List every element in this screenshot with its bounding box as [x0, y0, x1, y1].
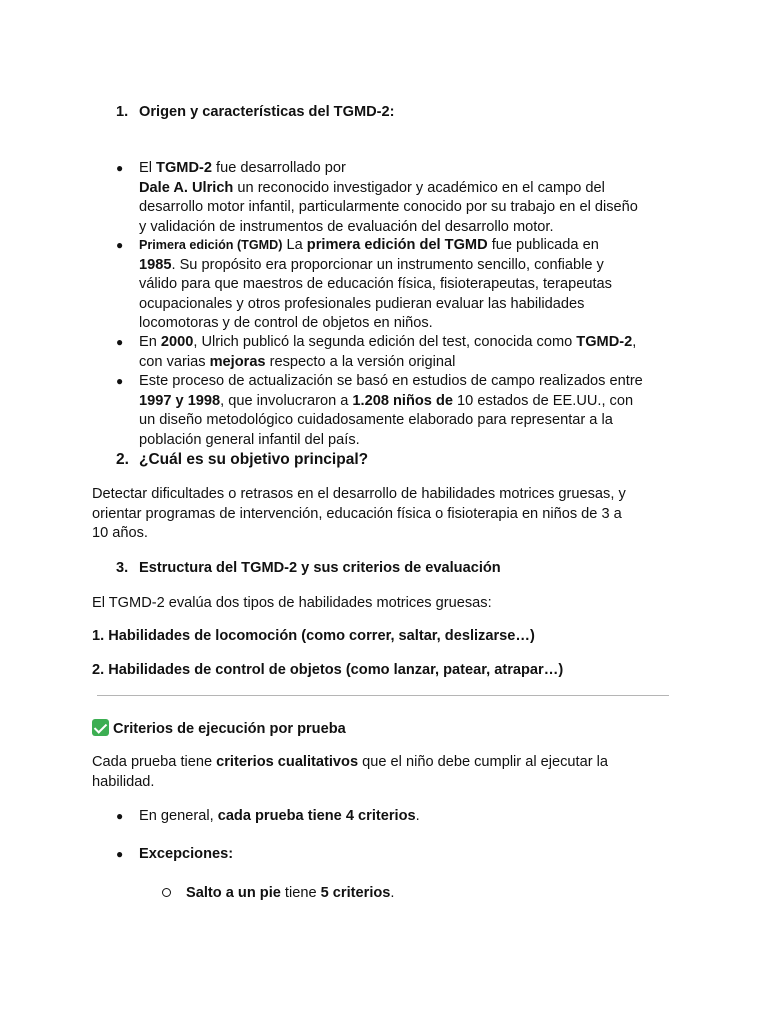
paragraph-line: orientar programas de intervención, educación física o fisioterapia en niños de 3 a — [92, 505, 622, 522]
bullet-text: válido para que maestros de educación física, fisioterapeutas, terapeutas — [139, 276, 612, 292]
section-title: Origen y características del TGMD-2: — [139, 104, 395, 120]
paragraph-line: 10 años. — [92, 525, 148, 541]
bullet-icon: ● — [116, 161, 124, 175]
bullet-icon: ● — [116, 847, 124, 861]
section-title: ¿Cuál es su objetivo principal? — [139, 451, 369, 468]
bullet-text: locomotoras y de control de objetos en niños. — [139, 315, 433, 331]
bullet-text: 1997 y 1998, que involucraron a 1.208 niños de 10 estados de EE.UU., con — [139, 392, 634, 409]
bullet-text: Primera edición (TGMD) La primera edición del TGMD fue publicada en — [139, 237, 599, 253]
bullet-text: El TGMD-2 fue desarrollado por — [139, 160, 346, 176]
paragraph-line: Cada prueba tiene criterios cualitativos que el niño debe cumplir al ejecutar la — [92, 754, 608, 770]
bullet-icon: ● — [116, 238, 124, 252]
section-number: 2. — [116, 451, 129, 468]
bullet-text: 1985. Su propósito era proporcionar un instrumento sencillo, confiable y — [139, 256, 604, 273]
paragraph-line: Detectar dificultades o retrasos en el desarrollo de habilidades motrices gruesas, y — [92, 486, 626, 502]
bullet-text: Dale A. Ulrich un reconocido investigador y académico en el campo del — [139, 179, 605, 196]
bullet-text: un diseño metodológico cuidadosamente elaborado para representar a la — [139, 412, 613, 428]
bullet-icon: ● — [116, 335, 124, 349]
bullet-text: y validación de instrumentos de evaluación del desarrollo motor. — [139, 218, 554, 235]
bullet-text: con varias mejoras respecto a la versión original — [139, 353, 456, 370]
list-item: 2. Habilidades de control de objetos (como lanzar, patear, atrapar…) — [92, 662, 564, 678]
bullet-text: Excepciones: — [139, 846, 234, 862]
bullet-text: ocupacionales y otros profesionales pudieran evaluar las habilidades — [139, 295, 585, 312]
bullet-icon: ● — [116, 809, 124, 823]
criterios-heading: Criterios de ejecución por prueba — [92, 719, 346, 740]
section-title: Estructura del TGMD-2 y sus criterios de evaluación — [139, 560, 501, 576]
bullet-text: En general, cada prueba tiene 4 criterios. — [139, 808, 420, 824]
section-number: 1. — [116, 104, 129, 120]
section-number: 3. — [116, 560, 129, 576]
bullet-text: Este proceso de actualización se basó en estudios de campo realizados entre — [139, 373, 643, 389]
paragraph-line: El TGMD-2 evalúa dos tipos de habilidades motrices gruesas: — [92, 595, 492, 611]
list-item: 1. Habilidades de locomoción (como correr, saltar, deslizarse…) — [92, 628, 535, 644]
sub-bullet-text: Salto a un pie tiene 5 criterios. — [186, 885, 395, 901]
horizontal-divider — [97, 695, 669, 696]
hollow-bullet-icon — [162, 888, 171, 897]
bullet-icon: ● — [116, 374, 124, 388]
check-mark-icon — [92, 719, 109, 736]
paragraph-line: habilidad. — [92, 773, 155, 790]
bullet-text: desarrollo motor infantil, particularmente conocido por su trabajo en el diseño — [139, 199, 638, 215]
bullet-text: población general infantil del país. — [139, 431, 360, 448]
bullet-text: En 2000, Ulrich publicó la segunda edición del test, conocida como TGMD-2, — [139, 334, 637, 350]
